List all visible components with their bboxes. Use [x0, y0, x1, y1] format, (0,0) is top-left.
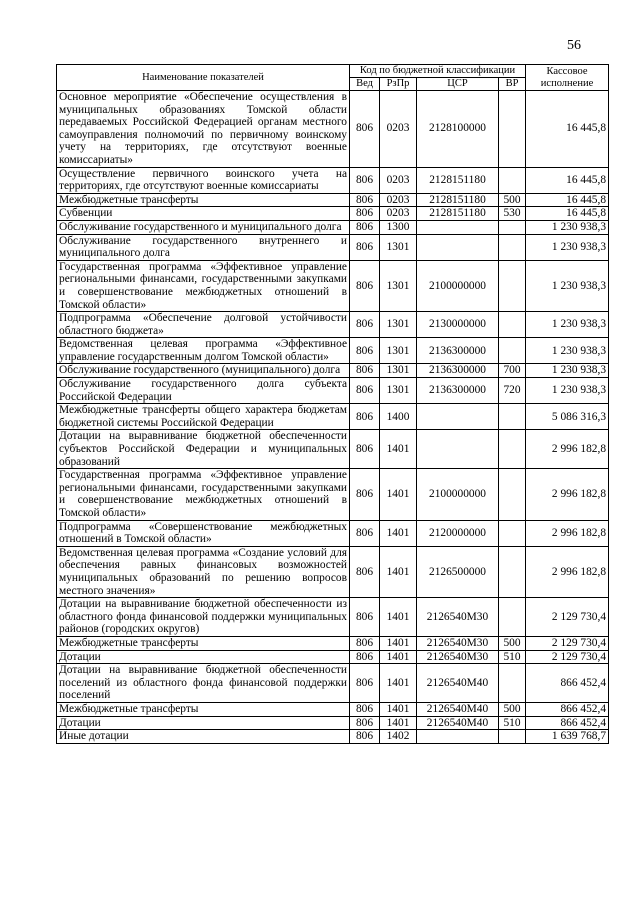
- cell-vr: 500: [499, 636, 526, 650]
- cell-sum: 866 452,4: [526, 702, 609, 716]
- cell-ved: 806: [350, 664, 380, 703]
- header-vr: ВР: [499, 78, 526, 91]
- table-body: [57, 91, 609, 744]
- cell-csr: [417, 404, 499, 430]
- cell-csr: 2126500000: [417, 546, 499, 597]
- cell-ved: 806: [350, 193, 380, 207]
- cell-csr: 2126540М30: [417, 598, 499, 637]
- table-row: [57, 91, 609, 168]
- cell-csr: 2120000000: [417, 520, 499, 546]
- cell-ved: 806: [350, 207, 380, 221]
- cell-name: Межбюджетные трансферты: [57, 636, 350, 650]
- header-code-group: Код по бюджетной классификации: [350, 65, 526, 78]
- cell-vr: [499, 167, 526, 193]
- cell-csr: 2136300000: [417, 378, 499, 404]
- table-row: [57, 378, 609, 404]
- cell-rzpr: 1400: [380, 404, 417, 430]
- cell-csr: 2100000000: [417, 260, 499, 311]
- cell-vr: [499, 312, 526, 338]
- cell-ved: 806: [350, 730, 380, 744]
- table-row: [57, 364, 609, 378]
- table-row: [57, 546, 609, 597]
- cell-rzpr: 1401: [380, 520, 417, 546]
- table-row: [57, 469, 609, 520]
- cell-rzpr: 1301: [380, 312, 417, 338]
- cell-name: Межбюджетные трансферты: [57, 702, 350, 716]
- cell-csr: 2128151180: [417, 193, 499, 207]
- cell-ved: 806: [350, 598, 380, 637]
- table-row: [57, 650, 609, 664]
- cell-rzpr: 1301: [380, 378, 417, 404]
- cell-rzpr: 1401: [380, 650, 417, 664]
- cell-vr: 530: [499, 207, 526, 221]
- cell-sum: 2 996 182,8: [526, 520, 609, 546]
- cell-name: Подпрограмма «Обеспечение долговой устойчивости областного бюджета»: [57, 312, 350, 338]
- cell-vr: [499, 469, 526, 520]
- cell-name: Подпрограмма «Совершенствование межбюджетных отношений в Томской области»: [57, 520, 350, 546]
- cell-name: Обслуживание государственного долга субъекта Российской Федерации: [57, 378, 350, 404]
- table-row: [57, 520, 609, 546]
- cell-sum: 1 230 938,3: [526, 234, 609, 260]
- cell-vr: [499, 260, 526, 311]
- cell-name: Субвенции: [57, 207, 350, 221]
- cell-name: Дотации на выравнивание бюджетной обеспеченности поселений из областного фонда финансовой поддержки поселений: [57, 664, 350, 703]
- cell-rzpr: 1401: [380, 664, 417, 703]
- cell-sum: 5 086 316,3: [526, 404, 609, 430]
- cell-vr: [499, 338, 526, 364]
- cell-sum: 1 639 768,7: [526, 730, 609, 744]
- table-row: [57, 598, 609, 637]
- cell-name: Государственная программа «Эффективное управление региональными финансами, государственными закупками и совершенствование межбюджетных отношений в Томской области»: [57, 260, 350, 311]
- cell-csr: 2136300000: [417, 338, 499, 364]
- cell-name: Иные дотации: [57, 730, 350, 744]
- cell-ved: 806: [350, 220, 380, 234]
- cell-ved: 806: [350, 338, 380, 364]
- cell-rzpr: 0203: [380, 167, 417, 193]
- cell-csr: 2126540М40: [417, 702, 499, 716]
- cell-name: Дотации на выравнивание бюджетной обеспеченности из областного фонда финансовой поддержки муниципальных районов (городских округов): [57, 598, 350, 637]
- cell-vr: 500: [499, 193, 526, 207]
- cell-sum: 1 230 938,3: [526, 312, 609, 338]
- cell-rzpr: 1301: [380, 260, 417, 311]
- cell-name: Осуществление первичного воинского учета на территориях, где отсутствуют военные комиссариаты: [57, 167, 350, 193]
- cell-csr: 2136300000: [417, 364, 499, 378]
- cell-csr: 2128100000: [417, 91, 499, 168]
- cell-csr: 2126540М40: [417, 664, 499, 703]
- cell-sum: 2 996 182,8: [526, 469, 609, 520]
- table-row: [57, 220, 609, 234]
- cell-sum: 16 445,8: [526, 207, 609, 221]
- cell-vr: 510: [499, 650, 526, 664]
- table-row: [57, 234, 609, 260]
- cell-vr: [499, 598, 526, 637]
- cell-rzpr: 1301: [380, 364, 417, 378]
- cell-ved: 806: [350, 520, 380, 546]
- cell-sum: 1 230 938,3: [526, 364, 609, 378]
- cell-csr: 2100000000: [417, 469, 499, 520]
- cell-ved: 806: [350, 716, 380, 730]
- cell-csr: 2128151180: [417, 167, 499, 193]
- cell-rzpr: 1401: [380, 716, 417, 730]
- cell-vr: [499, 404, 526, 430]
- table-row: [57, 207, 609, 221]
- cell-rzpr: 0203: [380, 91, 417, 168]
- cell-name: Межбюджетные трансферты общего характера бюджетам бюджетной системы Российской Федерации: [57, 404, 350, 430]
- header-sum-line2: исполнение: [540, 77, 594, 89]
- cell-ved: 806: [350, 378, 380, 404]
- cell-sum: 2 996 182,8: [526, 546, 609, 597]
- cell-name: Обслуживание государственного внутреннего и муниципального долга: [57, 234, 350, 260]
- header-rzpr: РзПр: [380, 78, 417, 91]
- cell-rzpr: 1401: [380, 598, 417, 637]
- cell-ved: 806: [350, 650, 380, 664]
- cell-rzpr: 0203: [380, 193, 417, 207]
- cell-name: Обслуживание государственного (муниципального) долга: [57, 364, 350, 378]
- cell-ved: 806: [350, 312, 380, 338]
- cell-rzpr: 1401: [380, 546, 417, 597]
- page-number: 56: [567, 38, 581, 53]
- table-row: [57, 167, 609, 193]
- cell-name: Дотации на выравнивание бюджетной обеспеченности субъектов Российской Федерации и муниципальных образований: [57, 430, 350, 469]
- cell-rzpr: 1401: [380, 636, 417, 650]
- cell-ved: 806: [350, 546, 380, 597]
- cell-rzpr: 0203: [380, 207, 417, 221]
- cell-name: Обслуживание государственного и муниципального долга: [57, 220, 350, 234]
- cell-vr: [499, 220, 526, 234]
- header-sum: [526, 65, 609, 91]
- cell-name: Ведомственная целевая программа «Эффективное управление государственным долгом Томской области»: [57, 338, 350, 364]
- cell-name: Межбюджетные трансферты: [57, 193, 350, 207]
- cell-sum: 1 230 938,3: [526, 220, 609, 234]
- cell-vr: [499, 664, 526, 703]
- cell-sum: 16 445,8: [526, 91, 609, 168]
- cell-name: Государственная программа «Эффективное управление региональными финансами, государственными закупками и совершенствование межбюджетных отношений в Томской области»: [57, 469, 350, 520]
- cell-ved: 806: [350, 702, 380, 716]
- cell-rzpr: 1301: [380, 338, 417, 364]
- cell-rzpr: 1301: [380, 234, 417, 260]
- cell-sum: 2 129 730,4: [526, 636, 609, 650]
- cell-vr: 720: [499, 378, 526, 404]
- cell-sum: 1 230 938,3: [526, 378, 609, 404]
- cell-sum: 16 445,8: [526, 167, 609, 193]
- cell-vr: 500: [499, 702, 526, 716]
- cell-name: Основное мероприятие «Обеспечение осуществления в муниципальных образованиях Томской области передаваемых Российской Федерацией органам местного самоуправления полномочий по первичному воинскому учету на территориях, где отсутствуют военные комиссариаты»: [57, 91, 350, 168]
- header-csr: ЦСР: [417, 78, 499, 91]
- cell-ved: 806: [350, 404, 380, 430]
- table-row: [57, 260, 609, 311]
- cell-rzpr: 1401: [380, 702, 417, 716]
- cell-csr: 2130000000: [417, 312, 499, 338]
- header-row-1: [57, 65, 609, 78]
- cell-csr: [417, 234, 499, 260]
- budget-execution-table: [56, 64, 609, 744]
- table-row: [57, 636, 609, 650]
- table-row: [57, 312, 609, 338]
- header-ved: Вед: [350, 78, 380, 91]
- cell-csr: 2126540М30: [417, 650, 499, 664]
- cell-sum: 2 129 730,4: [526, 650, 609, 664]
- cell-sum: 16 445,8: [526, 193, 609, 207]
- cell-csr: [417, 430, 499, 469]
- cell-ved: 806: [350, 364, 380, 378]
- table-row: [57, 702, 609, 716]
- cell-rzpr: 1402: [380, 730, 417, 744]
- table-row: [57, 730, 609, 744]
- cell-sum: 1 230 938,3: [526, 338, 609, 364]
- cell-name: Дотации: [57, 716, 350, 730]
- cell-csr: 2126540М40: [417, 716, 499, 730]
- header-sum-line1: Кассовое: [546, 65, 588, 77]
- cell-sum: 2 129 730,4: [526, 598, 609, 637]
- cell-name: Дотации: [57, 650, 350, 664]
- cell-vr: [499, 730, 526, 744]
- cell-rzpr: 1401: [380, 469, 417, 520]
- cell-vr: 700: [499, 364, 526, 378]
- cell-ved: 806: [350, 260, 380, 311]
- cell-vr: [499, 234, 526, 260]
- cell-ved: 806: [350, 430, 380, 469]
- cell-ved: 806: [350, 469, 380, 520]
- cell-csr: [417, 730, 499, 744]
- cell-csr: 2128151180: [417, 207, 499, 221]
- cell-sum: 866 452,4: [526, 716, 609, 730]
- cell-csr: 2126540М30: [417, 636, 499, 650]
- cell-ved: 806: [350, 234, 380, 260]
- cell-sum: 1 230 938,3: [526, 260, 609, 311]
- cell-name: Ведомственная целевая программа «Создание условий для обеспечения равных финансовых возможностей муниципальных образований по решению вопросов местного значения»: [57, 546, 350, 597]
- cell-sum: 866 452,4: [526, 664, 609, 703]
- cell-csr: [417, 220, 499, 234]
- cell-rzpr: 1300: [380, 220, 417, 234]
- cell-vr: [499, 430, 526, 469]
- table-row: [57, 716, 609, 730]
- cell-sum: 2 996 182,8: [526, 430, 609, 469]
- table-row: [57, 430, 609, 469]
- table-row: [57, 193, 609, 207]
- table-row: [57, 664, 609, 703]
- cell-rzpr: 1401: [380, 430, 417, 469]
- cell-vr: [499, 546, 526, 597]
- cell-ved: 806: [350, 167, 380, 193]
- table-row: [57, 404, 609, 430]
- cell-ved: 806: [350, 91, 380, 168]
- cell-ved: 806: [350, 636, 380, 650]
- cell-vr: [499, 91, 526, 168]
- cell-vr: 510: [499, 716, 526, 730]
- cell-vr: [499, 520, 526, 546]
- header-name: Наименование показателей: [57, 65, 350, 91]
- table-row: [57, 338, 609, 364]
